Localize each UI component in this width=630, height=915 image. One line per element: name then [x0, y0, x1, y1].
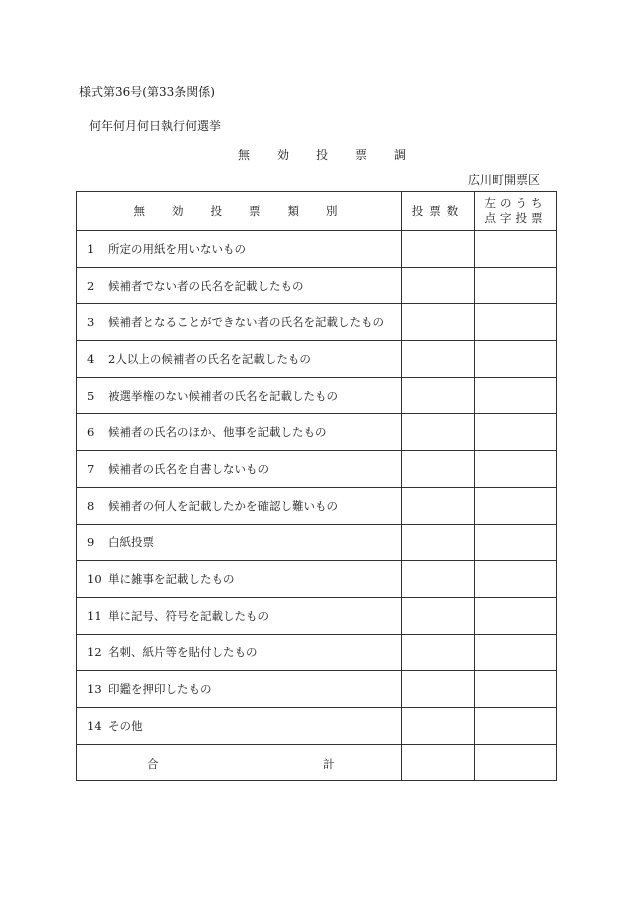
- category-cell: [77, 377, 402, 414]
- form-number: 様式第36号(第33条関係): [79, 85, 215, 99]
- table-row: [77, 414, 557, 451]
- table-row: [77, 377, 557, 414]
- table-row: [77, 707, 557, 744]
- braille-count-cell[interactable]: [475, 597, 557, 634]
- table-row: [77, 597, 557, 634]
- braille-count-cell[interactable]: [475, 707, 557, 744]
- total-label-cell: [77, 744, 402, 781]
- braille-count-cell[interactable]: [475, 231, 557, 268]
- row-label: 所定の用紙を用いないもの: [108, 241, 246, 256]
- category-cell: [77, 561, 402, 598]
- vote-count-cell[interactable]: [402, 341, 475, 378]
- row-number: 10: [87, 572, 102, 587]
- vote-count-cell[interactable]: [402, 304, 475, 341]
- row-label: 白紙投票: [108, 535, 154, 550]
- vote-count-cell[interactable]: [402, 634, 475, 671]
- table-row: [77, 634, 557, 671]
- category-cell: [77, 597, 402, 634]
- row-number: 3: [87, 315, 95, 330]
- table-row: [77, 451, 557, 488]
- category-cell: [77, 707, 402, 744]
- vote-count-cell[interactable]: [402, 231, 475, 268]
- row-number: 1: [87, 241, 95, 256]
- table-row: [77, 561, 557, 598]
- election-name: 何年何月何日執行何選挙: [89, 119, 222, 133]
- braille-count-cell[interactable]: [475, 377, 557, 414]
- vote-count-cell[interactable]: [402, 707, 475, 744]
- table-row: [77, 304, 557, 341]
- vote-count-cell[interactable]: [402, 267, 475, 304]
- table-row: [77, 524, 557, 561]
- row-number: 13: [87, 682, 102, 697]
- vote-count-cell[interactable]: [402, 414, 475, 451]
- total-row: [77, 744, 557, 781]
- row-label: 単に記号、符号を記載したもの: [108, 608, 269, 623]
- category-cell: [77, 671, 402, 708]
- braille-count-cell[interactable]: [475, 671, 557, 708]
- braille-count-cell[interactable]: [475, 634, 557, 671]
- header-braille-line2: 点字投票: [484, 211, 547, 225]
- header-vote-count: 投票数: [402, 192, 475, 231]
- row-number: 2: [87, 278, 95, 293]
- vote-count-cell[interactable]: [402, 451, 475, 488]
- header-braille-line1: 左のうち: [484, 196, 547, 210]
- braille-count-cell[interactable]: [475, 414, 557, 451]
- row-label: 名刺、紙片等を貼付したもの: [108, 645, 258, 660]
- braille-count-cell[interactable]: [475, 487, 557, 524]
- braille-count-cell[interactable]: [475, 561, 557, 598]
- table-row: [77, 671, 557, 708]
- category-cell: [77, 634, 402, 671]
- category-cell: [77, 451, 402, 488]
- vote-count-cell[interactable]: [402, 377, 475, 414]
- braille-count-cell[interactable]: [475, 524, 557, 561]
- row-number: 4: [87, 351, 95, 366]
- braille-count-cell[interactable]: [475, 451, 557, 488]
- header-category: 無効投票類別: [77, 192, 402, 231]
- category-cell: [77, 524, 402, 561]
- total-braille-count-cell[interactable]: [475, 744, 557, 781]
- row-label: 候補者となることができない者の氏名を記載したもの: [108, 315, 384, 330]
- vote-count-cell[interactable]: [402, 561, 475, 598]
- row-label: 印鑑を押印したもの: [108, 682, 212, 697]
- row-label: 候補者でない者の氏名を記載したもの: [108, 278, 304, 293]
- category-cell: [77, 487, 402, 524]
- category-cell: [77, 414, 402, 451]
- row-number: 7: [87, 461, 95, 476]
- row-number: 11: [87, 608, 102, 623]
- row-number: 14: [87, 718, 102, 733]
- row-label: その他: [108, 718, 143, 733]
- row-label: 候補者の氏名を自書しないもの: [108, 461, 269, 476]
- document-title: 無効投票調: [238, 148, 434, 162]
- row-label: 単に雑事を記載したもの: [108, 572, 235, 587]
- vote-count-cell[interactable]: [402, 597, 475, 634]
- row-number: 8: [87, 498, 95, 513]
- counting-office: 広川町開票区: [467, 173, 540, 187]
- row-number: 6: [87, 425, 95, 440]
- row-number: 12: [87, 645, 102, 660]
- table-row: [77, 487, 557, 524]
- total-vote-count-cell[interactable]: [402, 744, 475, 781]
- invalid-votes-table: [76, 191, 557, 781]
- vote-count-cell[interactable]: [402, 671, 475, 708]
- header-braille-votes: [475, 192, 557, 231]
- table-row: [77, 341, 557, 378]
- row-label: 候補者の何人を記載したかを確認し難いもの: [108, 498, 338, 513]
- table-row: [77, 267, 557, 304]
- row-number: 9: [87, 535, 95, 550]
- row-label: 候補者の氏名のほか、他事を記載したもの: [108, 425, 327, 440]
- row-number: 5: [87, 388, 95, 403]
- braille-count-cell[interactable]: [475, 304, 557, 341]
- total-label-1: 合: [147, 756, 159, 771]
- table-body: [77, 192, 557, 781]
- row-label: 2人以上の候補者の氏名を記載したもの: [108, 351, 311, 366]
- category-cell: [77, 231, 402, 268]
- vote-count-cell[interactable]: [402, 487, 475, 524]
- header-row: [77, 192, 557, 231]
- total-label-2: 計: [323, 756, 335, 771]
- category-cell: [77, 304, 402, 341]
- braille-count-cell[interactable]: [475, 341, 557, 378]
- row-label: 被選挙権のない候補者の氏名を記載したもの: [108, 388, 338, 403]
- category-cell: [77, 267, 402, 304]
- table-row: [77, 231, 557, 268]
- category-cell: [77, 341, 402, 378]
- braille-count-cell[interactable]: [475, 267, 557, 304]
- vote-count-cell[interactable]: [402, 524, 475, 561]
